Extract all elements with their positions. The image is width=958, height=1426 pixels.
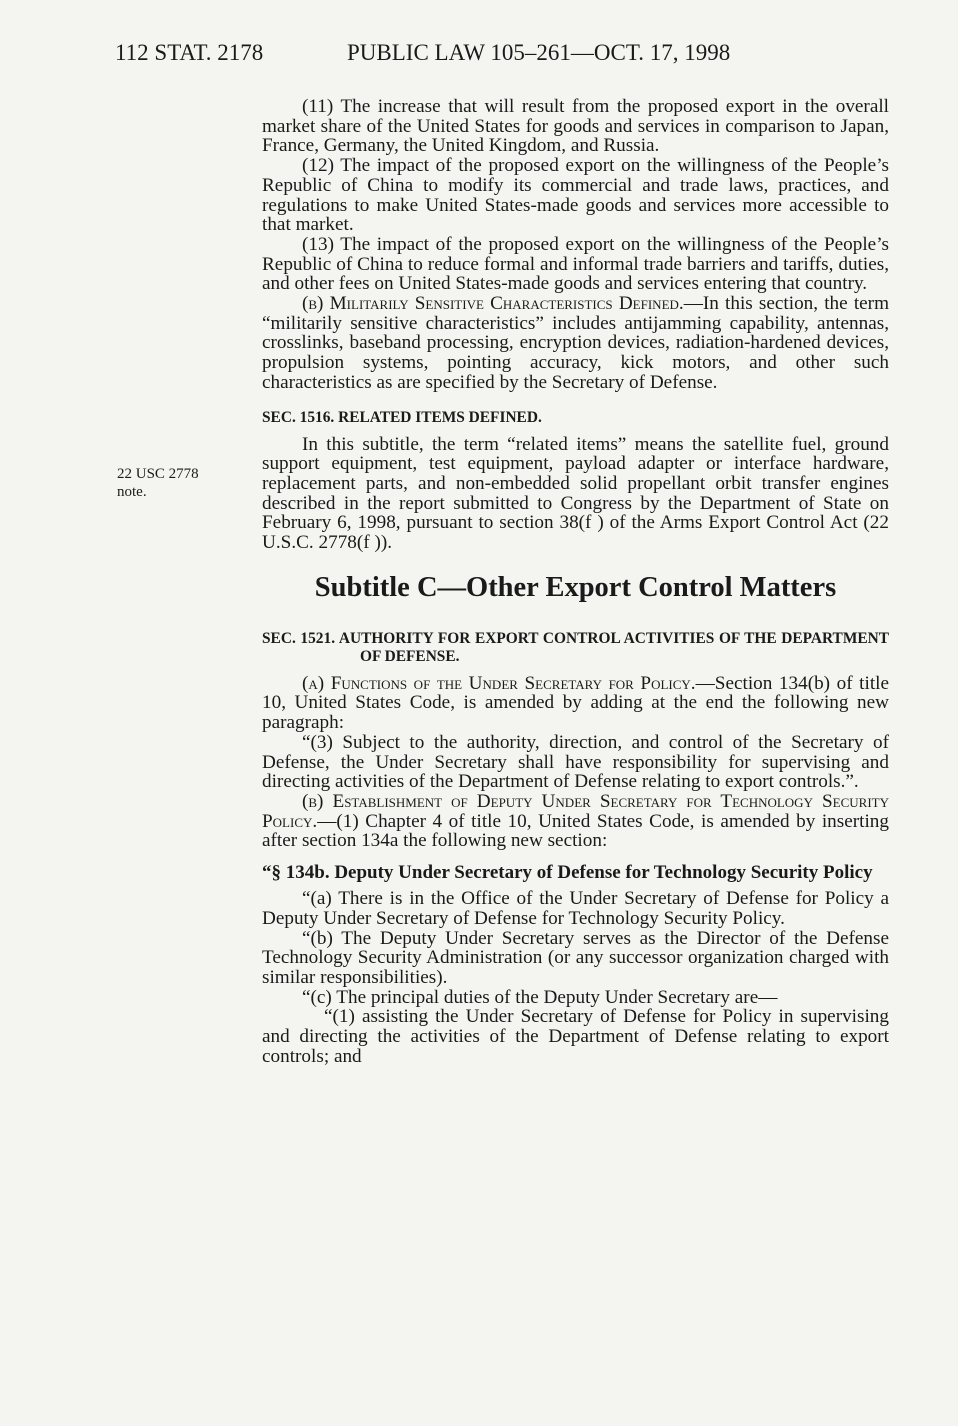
subsection-b-establishment-heading: (b) Establishment of Deputy Under Secretary for Technology Security Policy.: [262, 790, 889, 832]
statute-page-number: 112 STAT. 2178: [115, 40, 264, 65]
paragraph-11: (11) The increase that will result from the proposed export in the overall market share of the United States for goods and services in comparison to Japan, France, Germany, the United Kingdom, and Russia.: [262, 96, 889, 157]
subsection-b-heading: (b) Militarily Sensitive Characteristics Defined.: [302, 293, 684, 315]
subsection-b-establishment-text: —(1) Chapter 4 of title 10, United States Code, is amended by inserting after section 134a the following new section:: [262, 810, 889, 852]
section-1521-subsection-b: [262, 792, 889, 851]
subsection-b: [262, 294, 889, 393]
public-law-citation: PUBLIC LAW 105–261—OCT. 17, 1998: [347, 40, 731, 65]
paragraph-12: (12) The impact of the proposed export on the willingness of the People’s Republic of China to modify its commercial and trade laws, practices, and regulations to make United States-made goods and services more accessible to that market.: [262, 155, 889, 236]
subsection-b-text: —In this section, the term “militarily sensitive characteristics” includes antijamming capability, antennas, crosslinks, baseband processing, encryption devices, radiation-hardened devices, propulsion systems, pointing accuracy, kick motors, and other such characteristics as are specified by the Secretary of Defense.: [262, 293, 889, 393]
section-134b-c: “(c) The principal duties of the Deputy Under Secretary are—: [302, 986, 778, 1008]
section-134b-b: “(b) The Deputy Under Secretary serves as the Director of the Defense Technology Security Administration (or any successor organization charged with similar responsibilities).: [262, 927, 889, 988]
section-1521-heading: SEC. 1521. AUTHORITY FOR EXPORT CONTROL ACTIVITIES OF THE DEPARTMENT OF DEFENSE.: [262, 629, 889, 665]
section-1516-heading: SEC. 1516. RELATED ITEMS DEFINED.: [262, 408, 542, 426]
paragraph-13: (13) The impact of the proposed export on the willingness of the People’s Republic of China to reduce formal and informal trade barriers and tariffs, duties, and other fees on United States-made goods and services entering that country.: [262, 233, 889, 295]
page-body: [262, 97, 889, 1066]
section-134b-a: “(a) There is in the Office of the Under Secretary of Defense for Policy a Deputy Under Secretary of Defense for Technology Security Policy.: [262, 888, 889, 929]
section-134b-c-1: “(1) assisting the Under Secretary of Defense for Policy in supervising and directing the activities of the Department of Defense relating to export controls; and: [262, 1006, 889, 1067]
margin-note-suffix: note.: [117, 484, 147, 500]
subsection-a-text: —Section 134(b) of title 10, United States Code, is amended by adding at the end the following new paragraph:: [262, 672, 890, 734]
section-1516-text: In this subtitle, the term “related items” means the satellite fuel, ground support equipment, test equipment, payload adapter or interface hardware, replacement parts, and non-embedded solid propellant orbit transfer engines described in the report submitted to Congress by the Department of State on February 6, 1998, pursuant to section 38(f ) of the Arms Export Control Act (22 U.S.C. 2778(f )).: [262, 433, 889, 554]
page-header: [115, 40, 875, 70]
margin-note: [117, 465, 237, 501]
section-134b-title: “§ 134b. Deputy Under Secretary of Defense for Technology Security Policy: [262, 862, 873, 884]
quoted-paragraph-3: “(3) Subject to the authority, direction, and control of the Secretary of Defense, the Under Secretary shall have responsibility for supervising and directing activities of the Department of Defense relating to export controls.”.: [262, 731, 889, 793]
subtitle-heading: Subtitle C—Other Export Control Matters: [314, 571, 837, 603]
margin-note-citation: 22 USC 2778: [117, 466, 199, 482]
subsection-a-heading: (a) Functions of the Under Secretary for Policy.: [302, 672, 696, 694]
section-1521-subsection-a: [262, 674, 889, 733]
